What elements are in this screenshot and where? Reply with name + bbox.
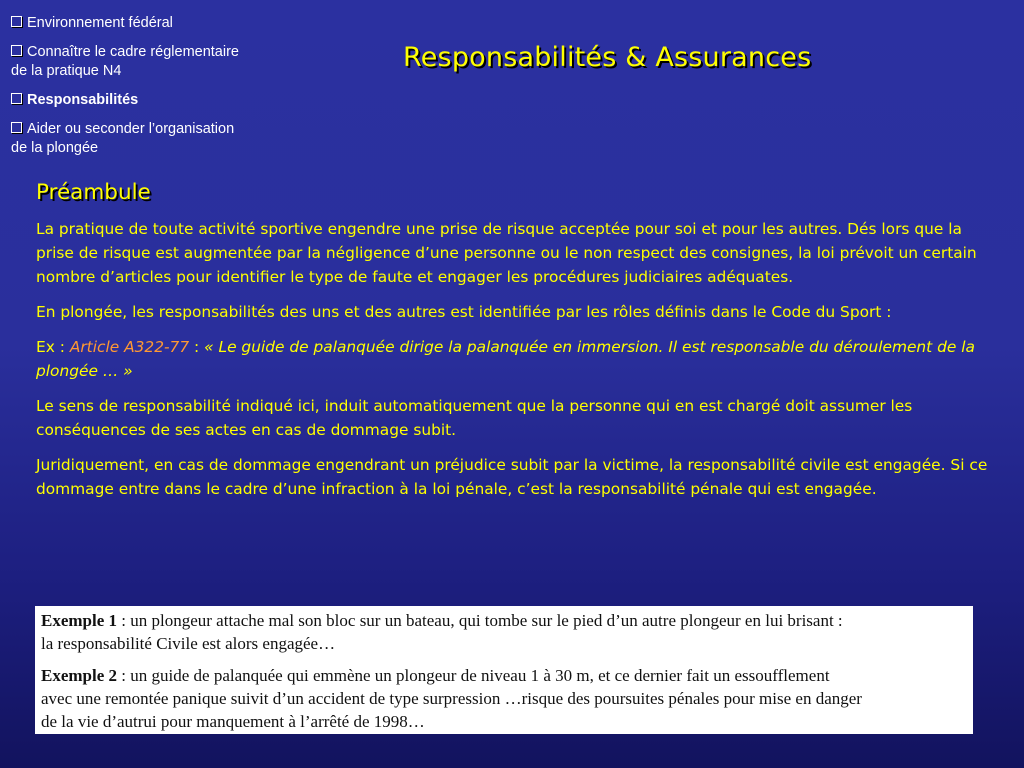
example-1-label: Exemple 1 <box>41 611 118 630</box>
example-1-text: : un plongeur attache mal son bloc sur un bateau, qui tombe sur le pied d’un autre plongeur en lui brisant : <box>117 611 843 630</box>
paragraph-responsabilite: Le sens de responsabilité indiqué ici, induit automatiquement que la personne qui en est chargé doit assumer les conséquences de ses actes en cas de dommage subit. <box>36 397 913 439</box>
paragraph-intro: La pratique de toute activité sportive engendre une prise de risque acceptée pour soi et pour les autres. Dés lors que la prise de risque est augmentée par la négligence d’une personne ou le non respect des consignes, la loi prévoit un certain nombre d’articles pour identifier le type de faute et engager les procédures judiciaires adéquates. <box>36 220 977 286</box>
paragraph-juridique: Juridiquement, en cas de dommage engendrant un préjudice subit par la victime, la responsabilité civile est engagée. Si ce dommage entre dans le cadre d’une infraction à la loi pénale, c’est la responsabilité pénale qui est engagée. <box>36 456 988 498</box>
checkbox-bullet-icon <box>11 16 22 27</box>
example-2-label: Exemple 2 <box>41 666 118 685</box>
outline-nav <box>11 14 301 168</box>
nav-item-label: Responsabilités <box>27 92 139 108</box>
paragraph-code-du-sport: En plongée, les responsabilités des uns et des autres est identifiée par les rôles définis dans le Code du Sport : <box>36 303 892 321</box>
nav-item-organisation[interactable] <box>11 120 301 158</box>
nav-item-cadre-reglementaire[interactable] <box>11 43 301 81</box>
example-2-line-1 <box>41 664 973 687</box>
example-1-line-2: la responsabilité Civile est alors engagée… <box>41 634 336 653</box>
example-1-line-1 <box>41 609 973 632</box>
example-2-line-2: avec une remontée panique suivit d’un accident de type surpression …risque des poursuites pénales pour mise en danger <box>41 689 862 708</box>
slide-title: Responsabilités & Assurances <box>403 42 812 73</box>
main-content <box>36 179 998 512</box>
example-prefix: Ex : <box>36 338 70 356</box>
nav-item-label: Connaître le cadre réglementaire <box>27 44 239 60</box>
nav-item-label-line2: de la plongée <box>11 140 99 156</box>
nav-item-label: Environnement fédéral <box>27 15 173 31</box>
section-heading: Préambule <box>36 180 151 205</box>
nav-item-label: Aider ou seconder l’organisation <box>27 121 235 137</box>
example-separator: : <box>189 338 205 356</box>
paragraph-example <box>36 335 998 383</box>
checkbox-bullet-icon <box>11 93 22 104</box>
example-spacer <box>41 655 973 664</box>
nav-item-responsabilites[interactable] <box>11 91 301 110</box>
checkbox-bullet-icon <box>11 122 22 133</box>
example-2-line-3: de la vie d’autrui pour manquement à l’arrêté de 1998… <box>41 712 425 731</box>
nav-item-environnement[interactable] <box>11 14 301 33</box>
examples-box <box>35 606 973 734</box>
example-2-text: : un guide de palanquée qui emmène un plongeur de niveau 1 à 30 m, et ce dernier fait un essoufflement <box>117 666 830 685</box>
nav-item-label-line2: de la pratique N4 <box>11 63 122 79</box>
article-quote: « Le guide de palanquée dirige la palanquée en immersion. Il est responsable du déroulement de la plongée … » <box>36 338 975 380</box>
article-reference: Article A322-77 <box>69 338 190 356</box>
checkbox-bullet-icon <box>11 45 22 56</box>
